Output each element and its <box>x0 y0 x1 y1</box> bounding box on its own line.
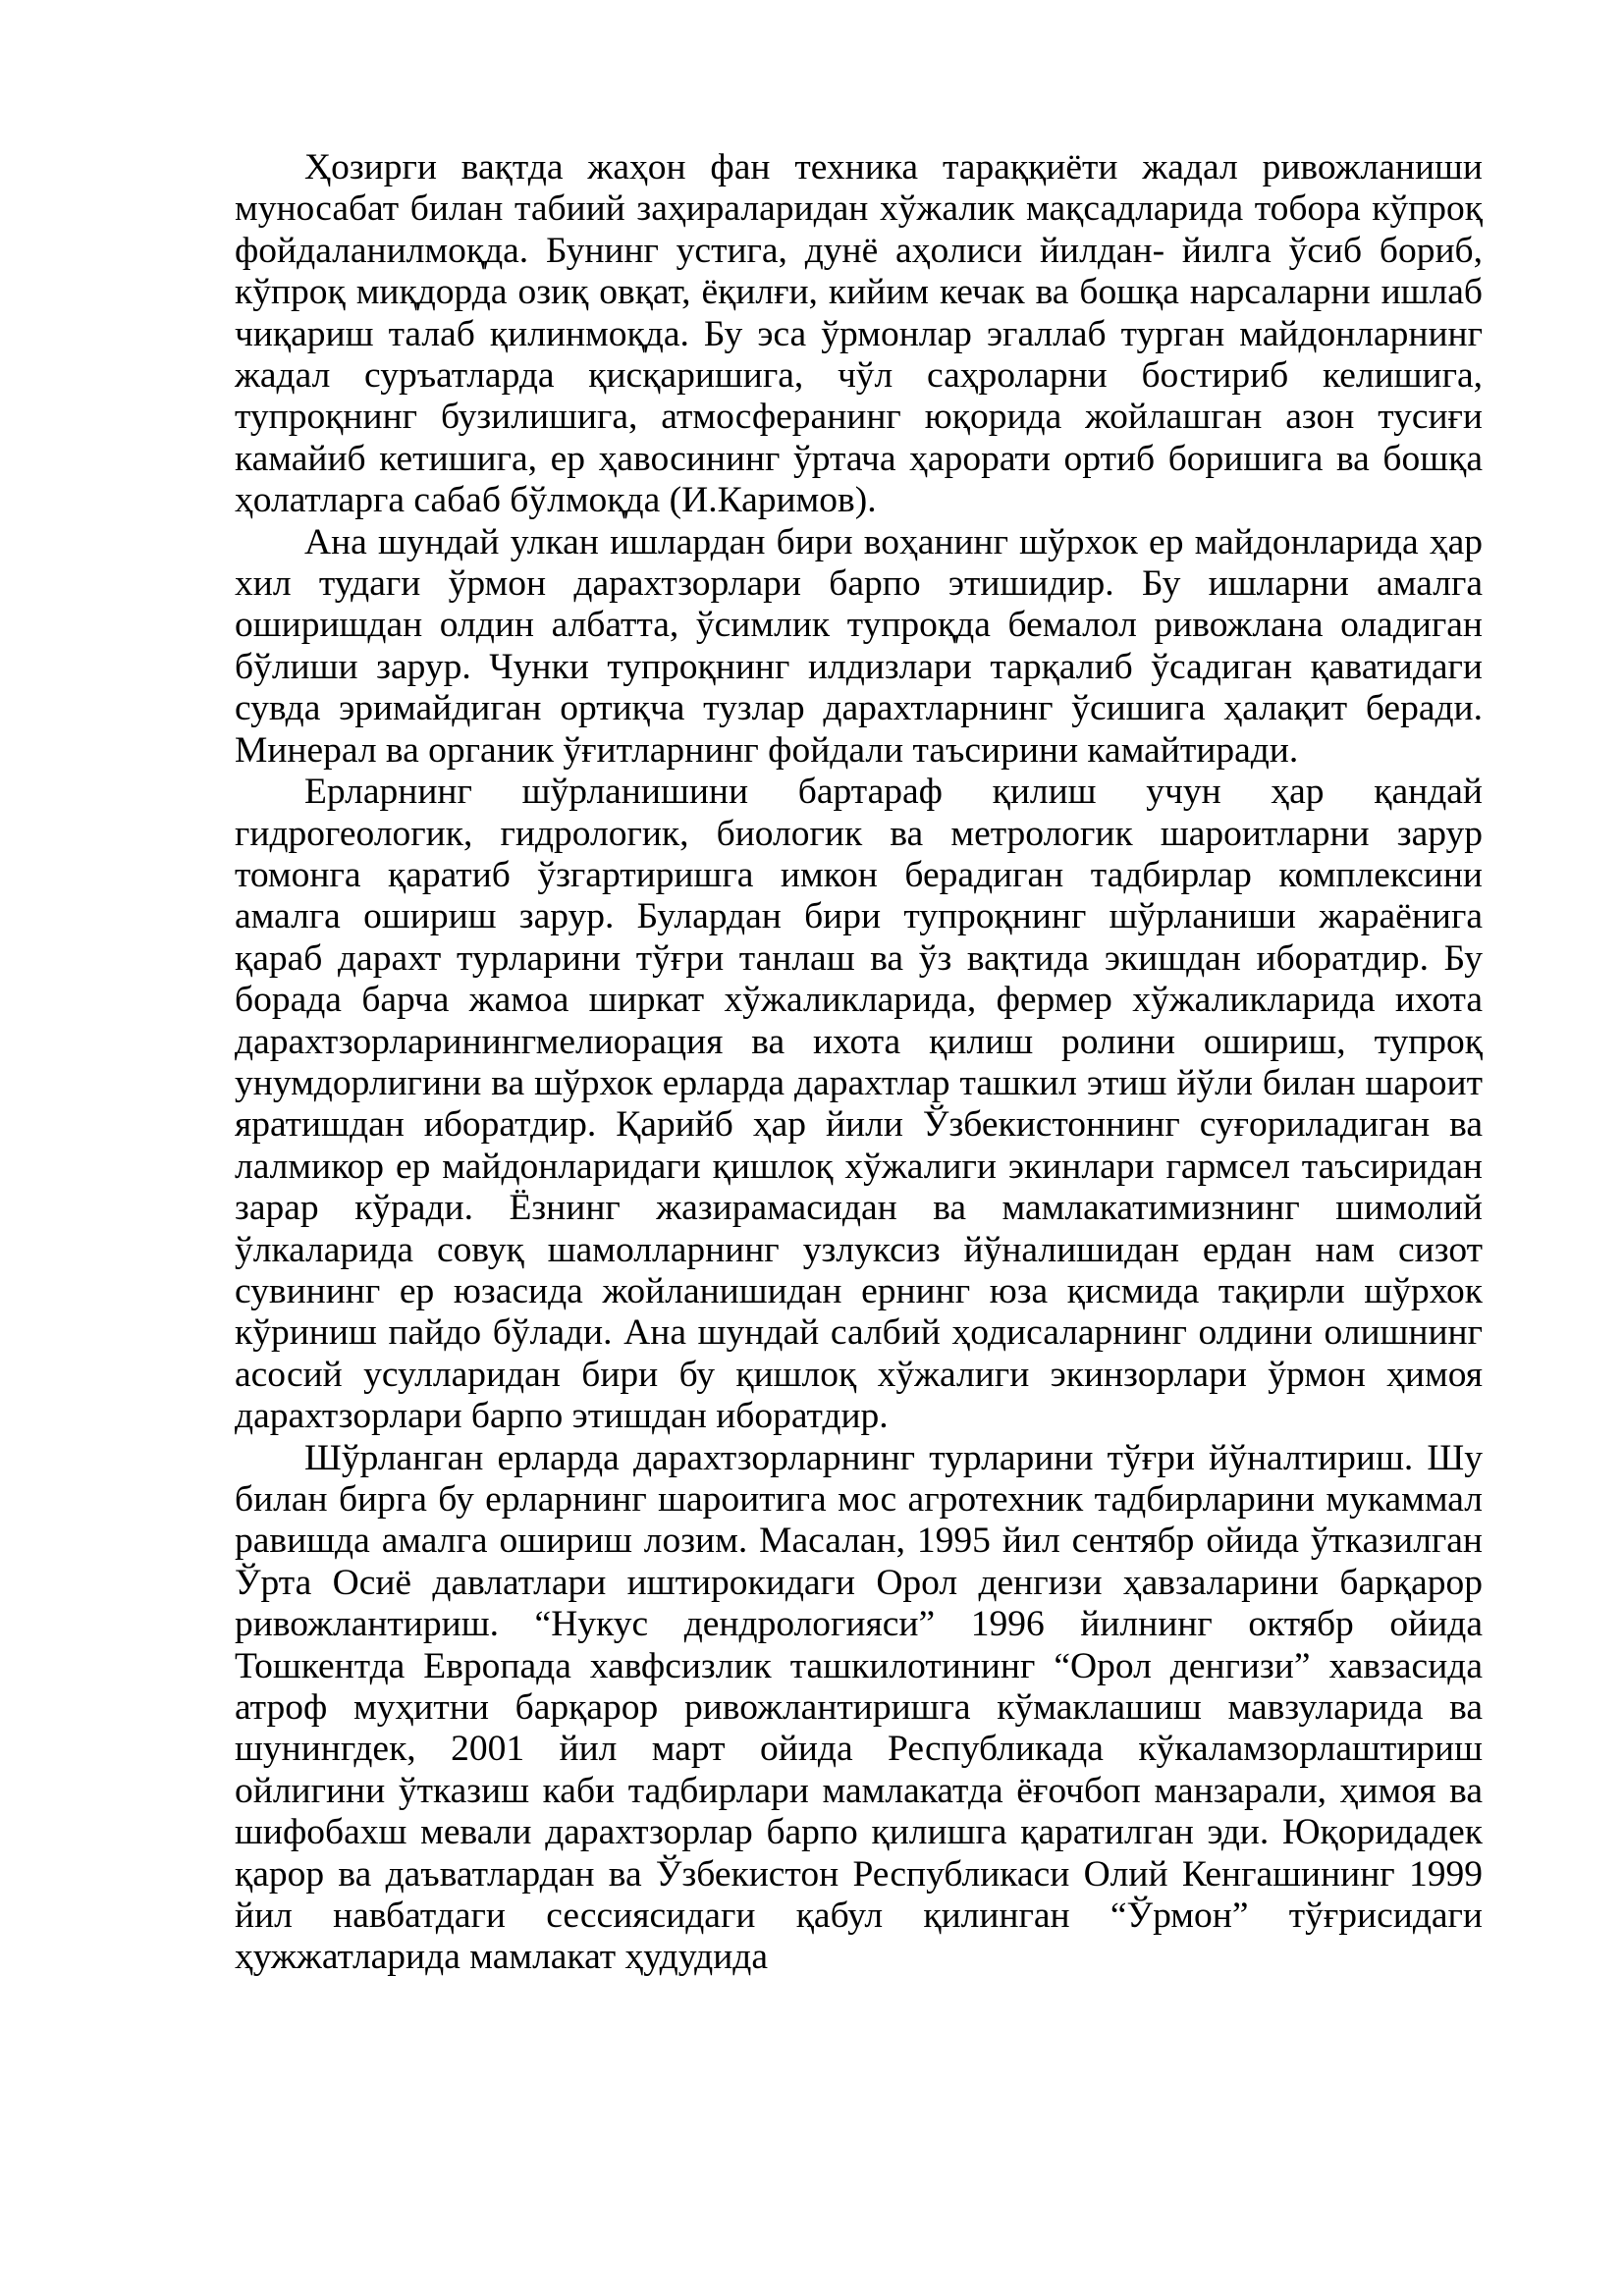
paragraph-2: Ана шундай улкан ишлардан бири воҳанинг шўрхок ер майдонларида ҳар хил тудаги ўрмон дарахтзорлари барпо этишидир. Бу ишларни амалга оширишдан олдин албатта, ўсимлик тупроқда бемалол ривожлана оладиган бўлиши зарур. Чунки тупроқнинг илдизлари тарқалиб ўсадиган қаватидаги сувда эримайдиган ортиқча тузлар дарахтларнинг ўсишига ҳалақит беради. Минерал ва органик ўғитларнинг фойдали таъсирини камайтиради. <box>235 521 1483 771</box>
paragraph-1: Ҳозирги вақтда жаҳон фан техника тараққиёти жадал ривожланиши муносабат билан табиий заҳираларидан хўжалик мақсадларида тобора кўпроқ фойдаланилмоқда. Бунинг устига, дунё аҳолиси йилдан- йилга ўсиб бориб, кўпроқ миқдорда озиқ овқат, ёқилғи, кийим кечак ва бошқа нарсаларни ишлаб чиқариш талаб қилинмоқда. Бу эса ўрмонлар эгаллаб турган майдонларнинг жадал суръатларда қисқаришига, чўл саҳроларни бостириб келишига, тупроқнинг бузилишига, атмосферанинг юқорида жойлашган азон тусиғи камайиб кетишига, ер ҳавосининг ўртача ҳарорати ортиб боришига ва бошқа ҳолатларга сабаб бўлмоқда (И.Каримов). <box>235 147 1483 521</box>
paragraph-4: Шўрланган ерларда дарахтзорларнинг турларини тўғри йўналтириш. Шу билан бирга бу ерларнинг шароитига мос агротехник тадбирларини мукаммал равишда амалга ошириш лозим. Масалан, 1995 йил сентябр ойида ўтказилган Ўрта Осиё давлатлари иштирокидаги Орол денгизи ҳавзаларини барқарор ривожлантириш. “Нукус дендрологияси” 1996 йилнинг октябр ойида Тошкентда Европада хавфсизлик ташкилотининг “Орол денгизи” хавзасида атроф муҳитни барқарор ривожлантиришга кўмаклашиш мавзуларида ва шунингдек, 2001 йил март ойида Республикада кўкаламзорлаштириш ойлигини ўтказиш каби тадбирлари мамлакатда ёғочбоп манзарали, ҳимоя ва шифобахш мевали дарахтзорлар барпо қилишга қаратилган эди. Юқоридадек қарор ва даъватлардан ва Ўзбекистон Республикаси Олий Кенгашининг 1999 йил навбатдаги сессиясидаги қабул қилинган “Ўрмон” тўғрисидаги ҳужжатларида мамлакат ҳудудида <box>235 1437 1483 1978</box>
document-page <box>235 147 1483 1979</box>
paragraph-3: Ерларнинг шўрланишини бартараф қилиш учун ҳар қандай гидрогеологик, гидрологик, биологик ва метрологик шароитларни зарур томонга қаратиб ўзгартиришга имкон берадиган тадбирлар комплексини амалга ошириш зарур. Булардан бири тупроқнинг шўрланиши жараёнига қараб дарахт турларини тўғри танлаш ва ўз вақтида экишдан иборатдир. Бу борада барча жамоа ширкат хўжаликларида, фермер хўжаликларида ихота дарахтзорларинингмелиорация ва ихота қилиш ролини ошириш, тупроқ унумдорлигини ва шўрхок ерларда дарахтлар ташкил этиш йўли билан шароит яратишдан иборатдир. Қарийб ҳар йили Ўзбекистоннинг суғориладиган ва лалмикор ер майдонларидаги қишлоқ хўжалиги экинлари гармсел таъсиридан зарар кўради. Ёзнинг жазирамасидан ва мамлакатимизнинг шимолий ўлкаларида совуқ шамолларнинг узлуксиз йўналишидан ердан нам сизот сувининг ер юзасида жойланишидан ернинг юза қисмида тақирли шўрхок кўриниш пайдо бўлади. Ана шундай салбий ҳодисаларнинг олдини олишнинг асосий усулларидан бири бу қишлоқ хўжалиги экинзорлари ўрмон ҳимоя дарахтзорлари барпо этишдан иборатдир. <box>235 772 1483 1437</box>
